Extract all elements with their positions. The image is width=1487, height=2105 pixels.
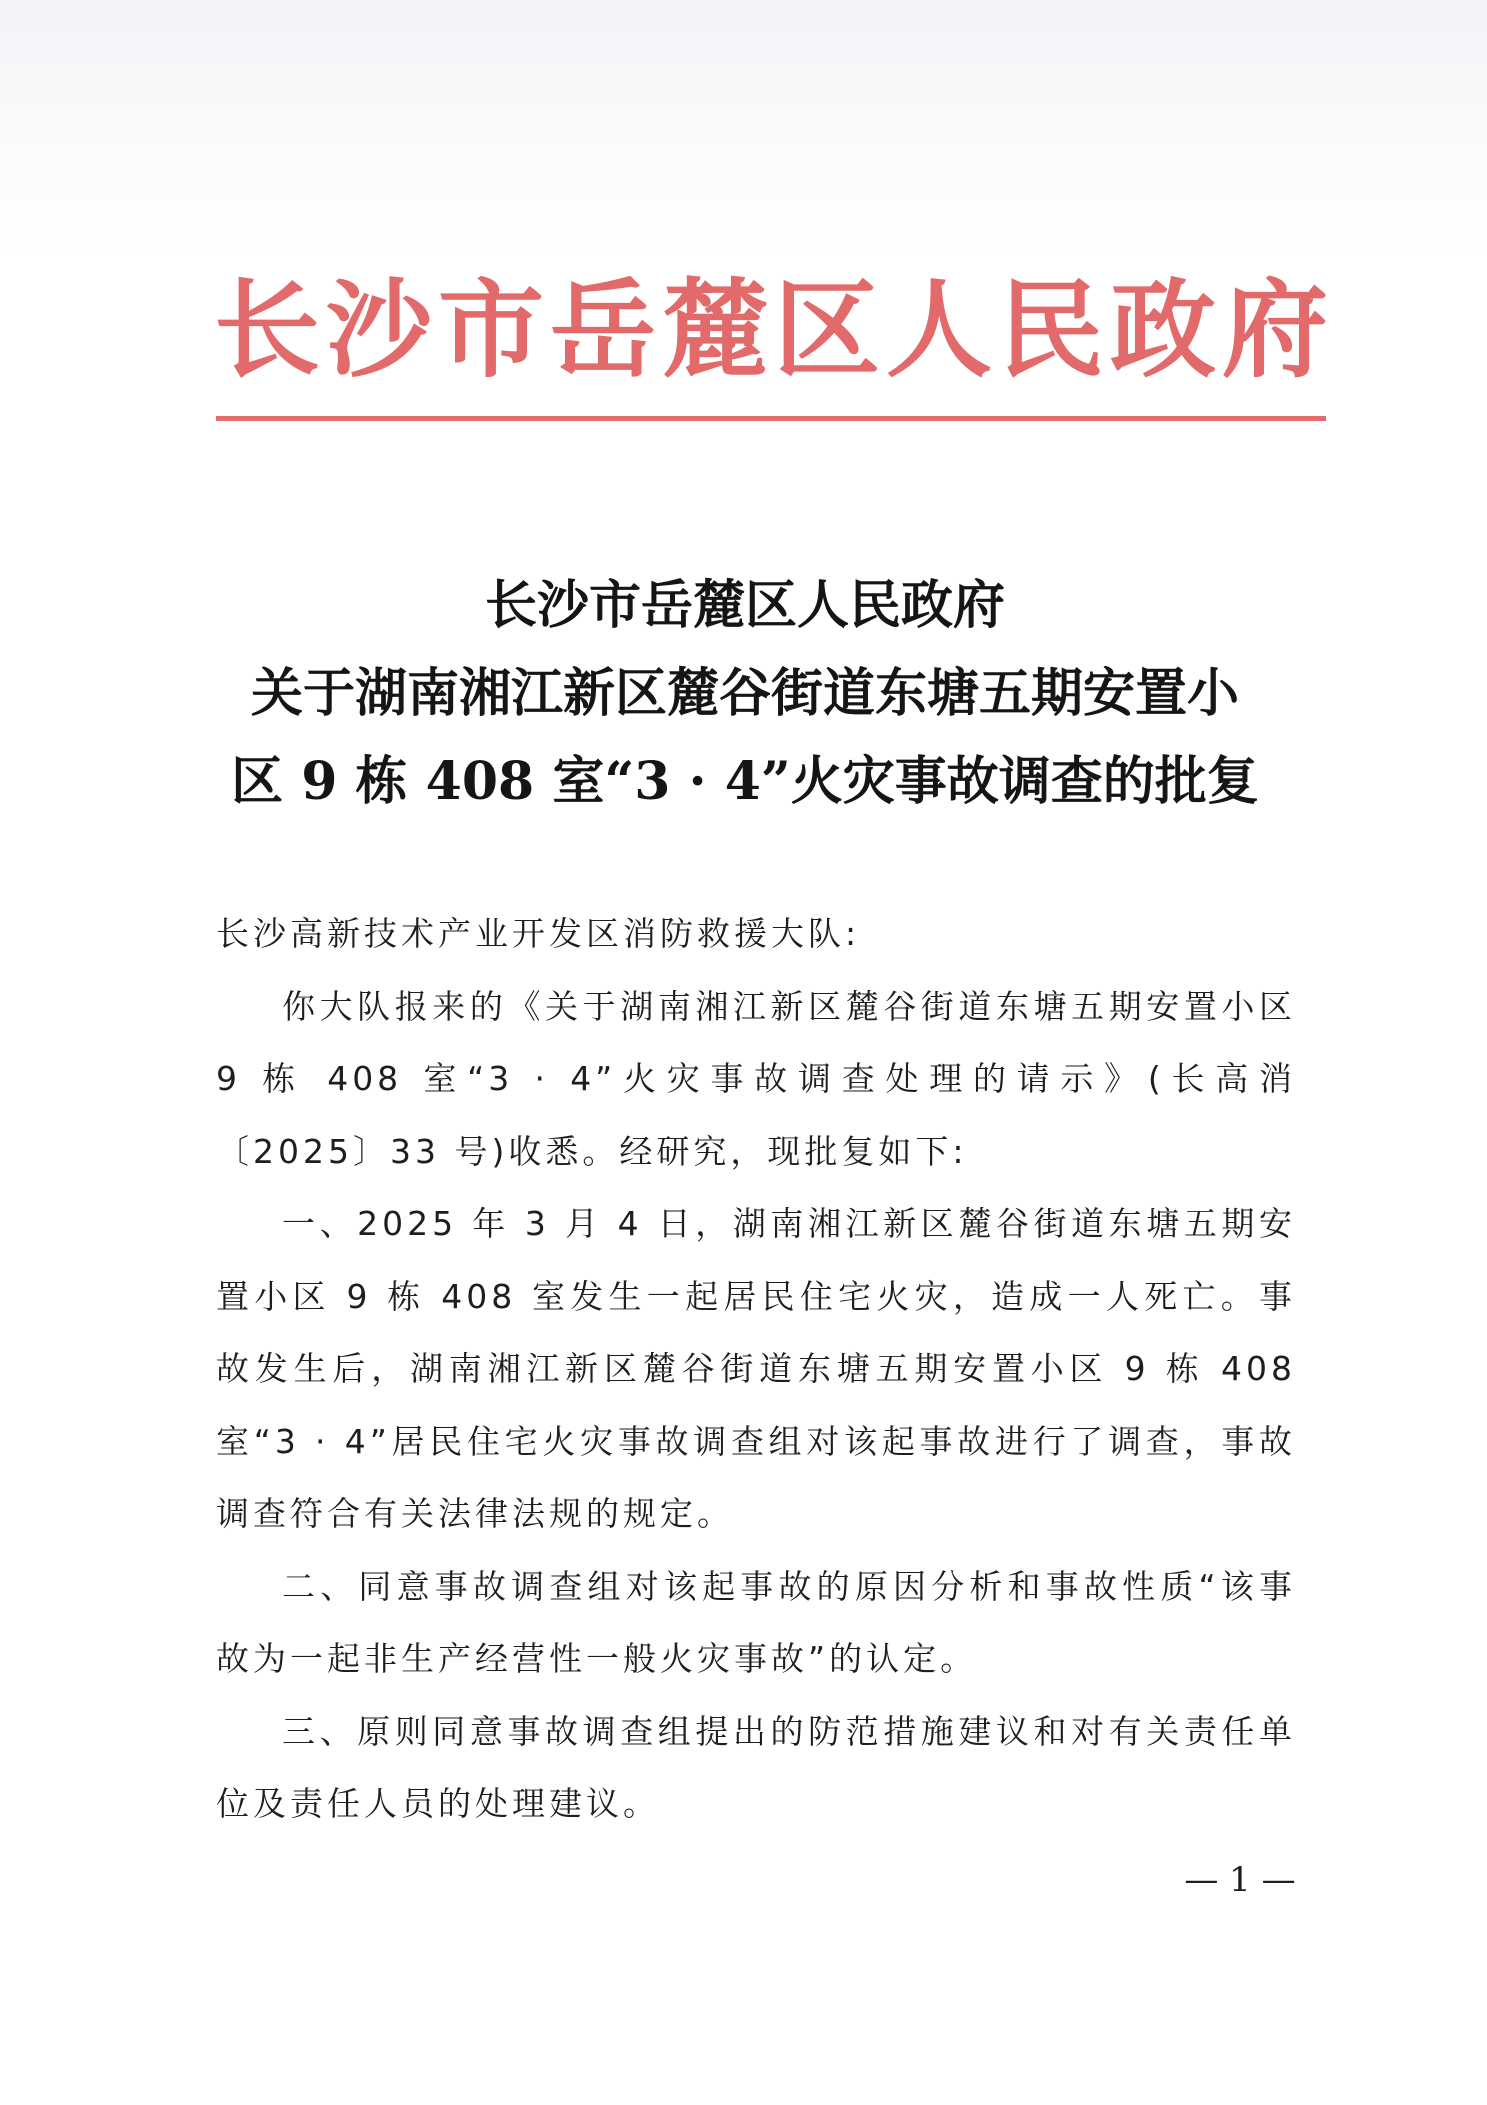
document-body: [216, 898, 1296, 1841]
salutation: 长沙高新技术产业开发区消防救援大队:: [216, 914, 861, 953]
paragraph-1: 你大队报来的《关于湖南湘江新区麓谷街道东塘五期安置小区 9 栋 408 室“3 · 4”火灾事故调查处理的请示》(长高消〔2025〕33 号)收悉。经研究，现批复如下:: [216, 986, 1296, 1171]
page-number: — 1 —: [1184, 1860, 1296, 1900]
paragraph-3: 二、同意事故调查组对该起事故的原因分析和事故性质“该事故为一起非生产经营性一般火灾事故”的认定。: [216, 1566, 1296, 1678]
paragraph-2: 一、2025 年 3 月 4 日，湖南湘江新区麓谷街道东塘五期安置小区 9 栋 408 室发生一起居民住宅火灾，造成一人死亡。事故发生后，湖南湘江新区麓谷街道东塘五期安置小区 9 栋 408 室“3 · 4”居民住宅火灾事故调查组对该起事故进行了调查，事故调查符合有关法律法规的规定。: [216, 1204, 1296, 1533]
header-red-rule: [216, 416, 1326, 421]
title-line-1: 长沙市岳麓区人民政府: [484, 575, 1005, 636]
document-title: [190, 562, 1300, 826]
issuer-header: 长沙市岳麓区人民政府: [214, 267, 1334, 392]
title-line-2: 关于湖南湘江新区麓谷街道东塘五期安置小: [250, 663, 1239, 724]
title-line-3: 区 9 栋 408 室“3 · 4”火灾事故调查的批复: [231, 751, 1259, 812]
paragraph-4: 三、原则同意事故调查组提出的防范措施建议和对有关责任单位及责任人员的处理建议。: [216, 1711, 1296, 1823]
